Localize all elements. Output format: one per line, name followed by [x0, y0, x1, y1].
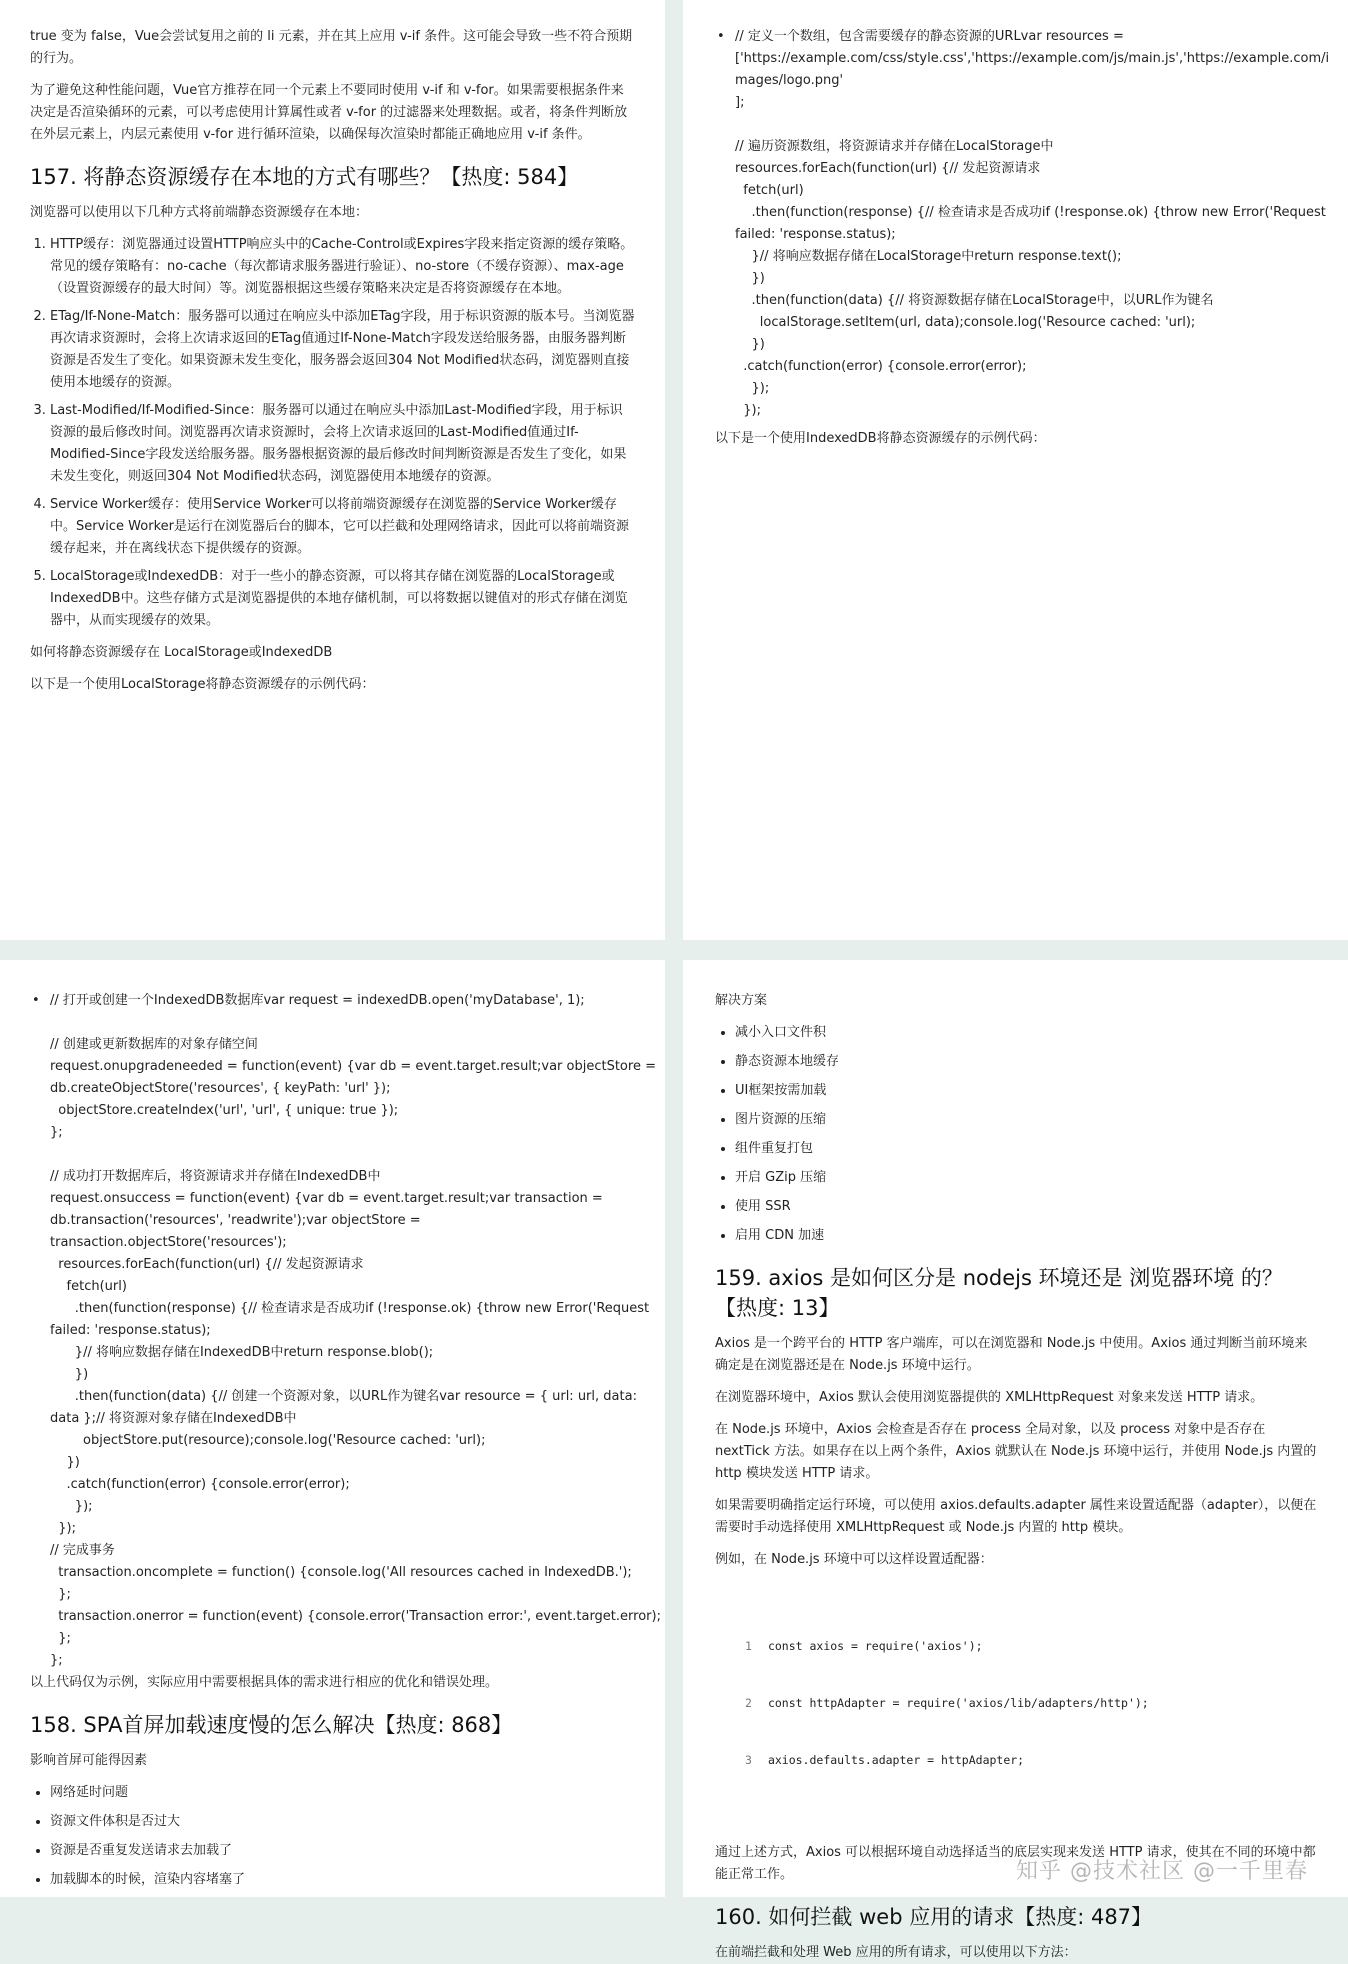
code-line: }; [50, 1653, 63, 1668]
code-line: objectStore.put(resource);console.log('Resource cached: 'url); [50, 1433, 486, 1448]
list-item: 5. LocalStorage或IndexedDB：对于一些小的静态资源，可以将其存储在浏览器的LocalStorage或IndexedDB中。这些存储方式是浏览器提供的本地存储机制，可以将数据以键值对的形式存储在浏览器中，从而实现缓存的效果。 [50, 566, 635, 632]
solution-label: 解决方案 [715, 993, 768, 1008]
note-text: 以上代码仅为示例，实际应用中需要根据具体的需求进行相应的优化和错误处理。 [30, 1675, 499, 1690]
code-bullet [30, 990, 661, 1672]
page-bottom-right [683, 960, 1348, 1960]
code-line: fetch(url) [50, 1279, 127, 1294]
after-text-1: 如何将静态资源缓存在 LocalStorage或IndexedDB [30, 645, 333, 660]
list-item: • 静态资源本地缓存 [735, 1051, 1320, 1073]
list-item: • 减小入口文件积 [735, 1022, 1320, 1044]
localstorage-code [735, 26, 1330, 422]
intro-paragraph-1: true 变为 false，Vue会尝试复用之前的 li 元素，并在其上应用 v-if 条件。这可能会导致一些不符合预期的行为。 [30, 29, 633, 66]
code-line: .then(function(data) {// 创建一个资源对象，以URL作为键名var resource = { url: url, data: [50, 1389, 637, 1404]
code-line: resources.forEach(function(url) {// 发起资源请求 [735, 161, 1041, 176]
code-line: }); [735, 381, 770, 396]
factors-list [30, 1782, 635, 1891]
code-line: }; [50, 1587, 71, 1602]
indexeddb-code [50, 990, 661, 1672]
code-line: }); [735, 403, 761, 418]
code-line: request.onupgradeneeded = function(event) {var db = event.target.result;var objectStore = [50, 1059, 656, 1074]
list-item: 1. HTTP缓存：浏览器通过设置HTTP响应头中的Cache-Control或Expires字段来指定资源的缓存策略。常见的缓存策略有：no-cache（每次都请求服务器进行验证）、no-store（不缓存资源）、max-age（设置资源缓存的最大时间）等。浏览器根据这些缓存策略来决定是否将资源缓存在本地。 [50, 234, 635, 300]
code-line: transaction.objectStore('resources'); [50, 1235, 287, 1250]
code-line: transaction.onerror = function(event) {console.error('Transaction error:', event.target.error); [50, 1609, 661, 1624]
code-line: }) [735, 271, 765, 286]
code-line: objectStore.createIndex('url', 'url', { unique: true }); [50, 1103, 399, 1118]
list-item: • 资源文件体积是否过大 [50, 1811, 635, 1833]
heading-159: 159. axios 是如何区分是 nodejs 环境还是 浏览器环境 的？【热度: 13】 [715, 1266, 1283, 1320]
code-line: mages/logo.png' [735, 73, 844, 88]
axios-para-2: 在浏览器环境中，Axios 默认会使用浏览器提供的 XMLHttpRequest 对象来发送 HTTP 请求。 [715, 1390, 1264, 1405]
code-line: resources.forEach(function(url) {// 发起资源请求 [50, 1257, 364, 1272]
list-item: • 启用 CDN 加速 [735, 1225, 1320, 1247]
code-line: 3 axios.defaults.adapter = httpAdapter; [745, 1753, 1025, 1767]
page-bottom-left [0, 960, 665, 1897]
list-item: • 网络延时问题 [50, 1782, 635, 1804]
code-line: 1 const axios = require('axios'); [745, 1639, 983, 1653]
list-item: • 组件重复打包 [735, 1138, 1320, 1160]
code-line: fetch(url) [735, 183, 804, 198]
code-line: }; [50, 1125, 63, 1140]
axios-code-block [745, 1599, 1320, 1808]
code-bullet [715, 26, 1330, 422]
code-line: data };// 将资源对象存储在IndexedDB中 [50, 1411, 297, 1426]
after-text-2: 以下是一个使用LocalStorage将静态资源缓存的示例代码： [30, 677, 375, 692]
list-item: • 图片资源的压缩 [735, 1109, 1320, 1131]
axios-para-5: 例如，在 Node.js 环境中可以这样设置适配器： [715, 1552, 993, 1567]
code-line: db.createObjectStore('resources', { keyPath: 'url' }); [50, 1081, 391, 1096]
code-line: .then(function(data) {// 将资源数据存储在LocalStorage中，以URL作为键名 [735, 293, 1214, 308]
code-line: // 遍历资源数组，将资源请求并存储在LocalStorage中 [735, 139, 1054, 154]
list-item: • 使用 SSR [735, 1196, 1320, 1218]
code-line [50, 1144, 635, 1166]
list-item: • 资源是否重复发送请求去加载了 [50, 1840, 635, 1862]
lead-157: 浏览器可以使用以下几种方式将前端静态资源缓存在本地： [30, 205, 369, 220]
code-line: .then(function(response) {// 检查请求是否成功if (!response.ok) {throw new Error('Request [50, 1301, 650, 1316]
code-line: 2 const httpAdapter = require('axios/lib/adapters/http'); [745, 1696, 1149, 1710]
list-item: 2. ETag/If-None-Match：服务器可以通过在响应头中添加ETag字段，用于标识资源的版本号。当浏览器再次请求资源时，会将上次请求返回的ETag值通过If-None-Match字段发送给服务器，由服务器判断资源是否发生了变化。如果资源未发生变化，服务器会返回304 Not Modified状态码，浏览器则直接使用本地缓存的资源。 [50, 306, 635, 394]
code-line: // 创建或更新数据库的对象存储空间 [50, 1037, 258, 1052]
list-item: 3. Last-Modified/If-Modified-Since：服务器可以通过在响应头中添加Last-Modified字段，用于标识资源的最后修改时间。浏览器再次请求资源时，会将上次请求返回的Last-Modified值通过If-Modified-Since字段发送给服务器。服务器根据资源的最后修改时间判断资源是否发生了变化，如果未发生变化，则返回304 Not Modified状态码，浏览器使用本地缓存的资源。 [50, 400, 635, 488]
code-line [735, 114, 1318, 136]
code-line: .catch(function(error) {console.error(error); [735, 359, 1027, 374]
code-line: localStorage.setItem(url, data);console.log('Resource cached: 'url); [735, 315, 1196, 330]
axios-para-3: 在 Node.js 环境中，Axios 会检查是否存在 process 全局对象，以及 process 对象中是否存在 nextTick 方法。如果存在以上两个条件，Axios 就默认在 Node.js 环境中运行，并使用 Node.js 内置的 http 模块发送 HTTP 请求。 [715, 1422, 1317, 1481]
code-line: }; [50, 1631, 71, 1646]
heading-157: 157. 将静态资源缓存在本地的方式有哪些？【热度: 584】 [30, 165, 579, 189]
code-line: failed: 'response.status); [735, 227, 896, 242]
code-line: ]; [735, 95, 745, 110]
code-line: }) [50, 1367, 89, 1382]
code-line: • // 定义一个数组，包含需要缓存的静态资源的URLvar resources = [735, 29, 1124, 44]
list-item: 4. Service Worker缓存：使用Service Worker可以将前端资源缓存在浏览器的Service Worker缓存中。Service Worker是运行在浏览器后台的脚本，它可以拦截和处理网络请求，因此可以将前端资源缓存起来，并在离线状态下提供缓存的资源。 [50, 494, 635, 560]
solutions-list [715, 1022, 1320, 1247]
indexeddb-intro: 以下是一个使用IndexedDB将静态资源缓存的示例代码： [715, 431, 1046, 446]
code-line: }// 将响应数据存储在LocalStorage中return response.text(); [735, 249, 1122, 264]
page-top-right [683, 0, 1348, 940]
cache-methods-list [30, 234, 635, 632]
page-top-left [0, 0, 665, 940]
axios-para-4: 如果需要明确指定运行环境，可以使用 axios.defaults.adapter 属性来设置适配器（adapter），以便在需要时手动选择使用 XMLHttpRequest 或 Node.js 内置的 http 模块。 [715, 1498, 1317, 1535]
code-line: request.onsuccess = function(event) {var db = event.target.result;var transaction = [50, 1191, 603, 1206]
code-line: // 成功打开数据库后，将资源请求并存储在IndexedDB中 [50, 1169, 381, 1184]
code-line [50, 1012, 635, 1034]
code-line: transaction.oncomplete = function() {console.log('All resources cached in IndexedDB.'); [50, 1565, 632, 1580]
intro-paragraph-2: 为了避免这种性能问题，Vue官方推荐在同一个元素上不要同时使用 v-if 和 v-for。如果需要根据条件来决定是否渲染循环的元素，可以考虑使用计算属性或者 v-for 的过滤器来处理数据。或者，将条件判断放在外层元素上，内层元素使用 v-for 进行循环渲染，以确保每次渲染时都能正确地应用 v-if 条件。 [30, 83, 628, 142]
heading-158: 158. SPA首屏加载速度慢的怎么解决【热度: 868】 [30, 1713, 513, 1737]
code-line: .catch(function(error) {console.error(error); [50, 1477, 350, 1492]
code-line: failed: 'response.status); [50, 1323, 211, 1338]
code-line: }) [50, 1455, 80, 1470]
lead-158: 影响首屏可能得因素 [30, 1753, 148, 1768]
code-line: // 完成事务 [50, 1543, 115, 1558]
code-line: }); [50, 1521, 76, 1536]
heading-160: 160. 如何拦截 web 应用的请求【热度: 487】 [715, 1905, 1153, 1929]
intercept-intro: 在前端拦截和处理 Web 应用的所有请求，可以使用以下方法： [715, 1945, 1077, 1960]
code-line: • // 打开或创建一个IndexedDB数据库var request = indexedDB.open('myDatabase', 1); [50, 993, 585, 1008]
code-line: .then(function(response) {// 检查请求是否成功if (!response.ok) {throw new Error('Request [735, 205, 1326, 220]
axios-para-6: 通过上述方式，Axios 可以根据环境自动选择适当的底层实现来发送 HTTP 请求，使其在不同的环境中都能正常工作。 [715, 1845, 1316, 1882]
code-line: }// 将响应数据存储在IndexedDB中return response.blob(); [50, 1345, 434, 1360]
code-line: }) [735, 337, 765, 352]
axios-para-1: Axios 是一个跨平台的 HTTP 客户端库，可以在浏览器和 Node.js 中使用。Axios 通过判断当前环境来确定是在浏览器还是在 Node.js 环境中运行。 [715, 1336, 1308, 1373]
code-line: ['https://example.com/css/style.css','https://example.com/js/main.js','https://example.com/i [735, 51, 1330, 66]
code-line: db.transaction('resources', 'readwrite');var objectStore = [50, 1213, 421, 1228]
list-item: • 加载脚本的时候，渲染内容堵塞了 [50, 1869, 635, 1891]
list-item: • 开启 GZip 压缩 [735, 1167, 1320, 1189]
code-line: }); [50, 1499, 93, 1514]
watermark: 知乎 @技术社区 @一千里春 [1016, 1859, 1308, 1884]
list-item: • UI框架按需加载 [735, 1080, 1320, 1102]
